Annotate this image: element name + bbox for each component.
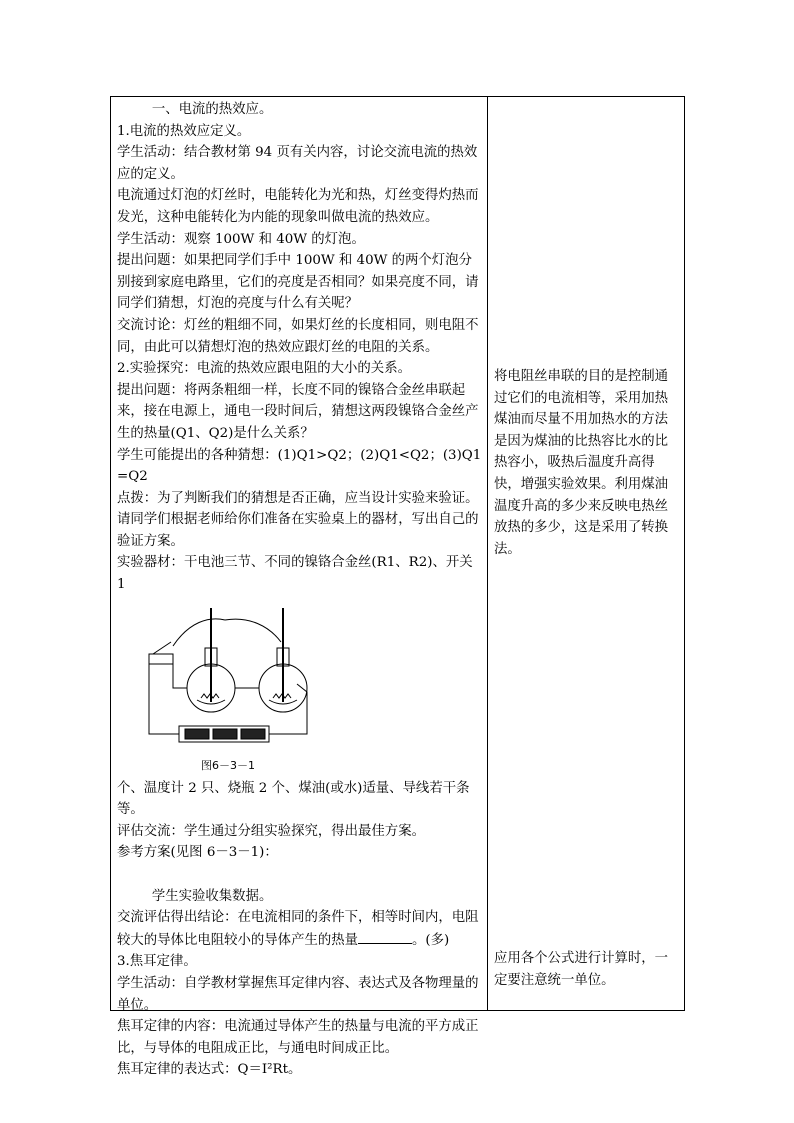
figure-caption: 图6－3－1: [201, 758, 255, 772]
switch-base: [149, 654, 173, 664]
subheading-definition: 1.电流的热效应定义。: [117, 123, 251, 139]
circuit-diagram: [129, 602, 319, 774]
joule-law-formula: [117, 1059, 483, 1081]
collect-data: 学生实验收集数据。: [151, 888, 273, 904]
lesson-table: [110, 96, 685, 1078]
student-activity-3: 学生活动：自学教材掌握焦耳定律内容、表达式及各物理量的单位。: [117, 976, 479, 1013]
teaching-note-2: [494, 948, 680, 991]
answer-blank[interactable]: [358, 929, 412, 944]
teaching-note-1: [494, 366, 680, 560]
main-column: [117, 99, 483, 1081]
wire-top-right: [225, 619, 281, 642]
conclusion-text: 交流评估得出结论：在电流相同的条件下，相等时间内，电阻较大的导体比电阻较小的导体产生的热量: [117, 910, 479, 948]
reference-plan: 参考方案(见图 6－3－1)：: [117, 845, 278, 861]
question-1: 提出问题：如果把同学们手中 100W 和 40W 的两个灯泡分别接到家庭电路里，它们的亮度是否相同？如果亮度不同，请同学们猜想，灯泡的亮度与什么有关呢？: [117, 253, 479, 312]
subheading-joule-law: 3.焦耳定律。: [117, 954, 197, 970]
wire-top-left: [173, 619, 225, 646]
tip-text: 点拨：为了判断我们的猜想是否正确，应当设计实验来验证。请同学们根据老师给你们准备在实验桌上的器材，写出自己的验证方案。: [117, 490, 479, 549]
student-activity-2: 学生活动：观察 100W 和 40W 的灯泡。: [117, 231, 365, 247]
blank-line: [117, 864, 483, 886]
equipment-line-2: 个、温度计 2 只、烧瓶 2 个、煤油(或水)适量、导线若干条等。: [117, 780, 470, 818]
equipment-line-1: 实验器材：干电池三节、不同的镍铬合金丝(R1、R2)、开关 1: [117, 555, 473, 593]
wire-right: [269, 684, 307, 734]
column-divider: [487, 97, 488, 1010]
conclusion: [117, 907, 483, 951]
experiment-figure: [129, 602, 319, 774]
switch-lever: [153, 642, 171, 654]
question-2: 提出问题：将两条粗细一样，长度不同的镍铬合金丝串联起来，接在电源上，通电一段时间后，猜想这两段镍铬合金丝产生的热量(Q1、Q2)是什么关系？: [117, 382, 479, 441]
note-units: 应用各个公式进行计算时，一定要注意统一单位。: [494, 951, 669, 988]
evaluation-text: 评估交流：学生通过分组实验探究，得出最佳方案。: [117, 823, 425, 839]
definition-text: 电流通过灯泡的灯丝时，电能转化为光和热，灯丝变得灼热而发光，这种电能转化为内能的现象叫做电流的热效应。: [117, 188, 479, 225]
joule-formula: Q＝I²Rt。: [237, 1062, 302, 1078]
battery-cell-2: [213, 729, 237, 739]
subheading-experiment: 2.实验探究：电流的热效应跟电阻的大小的关系。: [117, 361, 411, 377]
wire-left: [149, 664, 179, 734]
joule-law-content: 焦耳定律的内容：电流通过导体产生的热量与电流的平方成正比，与导体的电阻成正比，与通电时间成正比。: [117, 1019, 479, 1056]
note-series-resistance: 将电阻丝串联的目的是控制通过它们的电流相等，采用加热煤油而尽量不用加热水的方法是因为煤油的比热容比水的比热容小，吸热后温度升高得快，增强实验效果。利用煤油温度升高的多少来反映电热丝放热的多少，这是采用了转换法。: [494, 369, 669, 557]
battery-cell-1: [185, 729, 209, 739]
conclusion-tail: 。(多): [412, 932, 450, 948]
section-heading-current-heat-effect: 一、电流的热效应。: [151, 102, 273, 117]
battery-cell-3: [241, 729, 265, 739]
wire-switch-flask: [173, 664, 187, 688]
discussion-1: 交流讨论：灯丝的粗细不同，如果灯丝的长度相同，则电阻不同，由此可以猜想灯泡的热效应跟灯丝的电阻的关系。: [117, 317, 479, 355]
student-activity-1: 学生活动：结合教材第 94 页有关内容，讨论交流电流的热效应的定义。: [117, 145, 478, 182]
student-guesses: 学生可能提出的各种猜想：(1)Q1>Q2；(2)Q1<Q2；(3)Q1=Q2: [117, 447, 482, 485]
joule-formula-label: 焦耳定律的表达式：: [117, 1062, 238, 1078]
